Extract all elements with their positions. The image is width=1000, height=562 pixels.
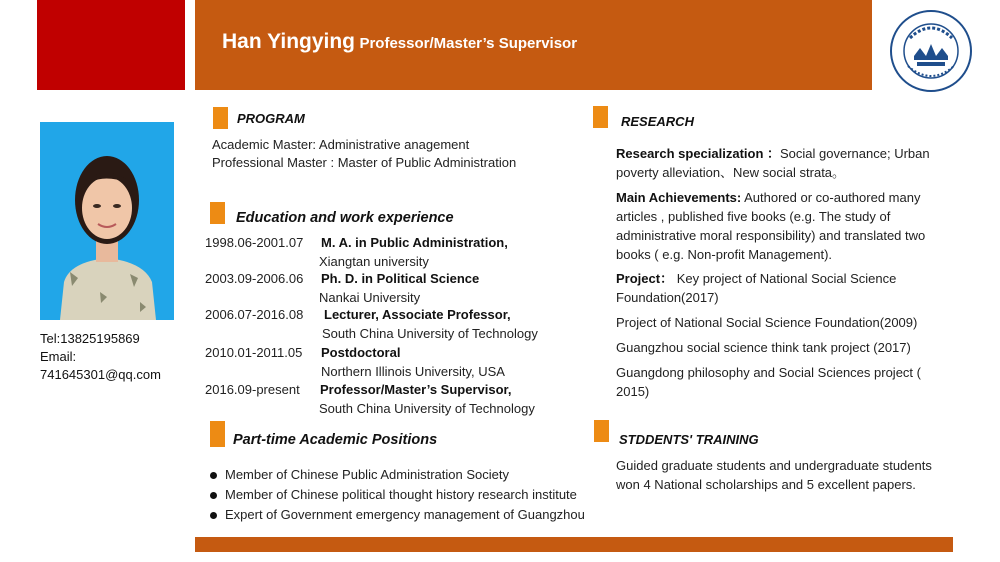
education-role: Professor/Master’s Supervisor, (320, 382, 512, 397)
list-item (210, 467, 509, 482)
parttime-item: Expert of Government emergency management of Guangzhou (225, 507, 585, 522)
education-role: Postdoctoral (321, 345, 401, 360)
program-heading: PROGRAM (237, 111, 305, 126)
specialization-text: Social governance; Urban poverty alleviation、New social strata。 (616, 146, 930, 180)
education-role: M. A. in Public Administration, (321, 235, 508, 250)
person-name: Han Yingying (222, 30, 356, 53)
education-place: South China University of Technology (322, 326, 538, 341)
project-text: Key project of National Social Science Foundation(2017) (616, 271, 897, 305)
contact-info (40, 330, 161, 384)
section-marker (210, 202, 225, 224)
profile-photo (40, 122, 174, 320)
education-period: 1998.06-2001.07 (205, 235, 304, 250)
section-marker (593, 106, 608, 128)
parttime-heading: Part-time Academic Positions (233, 432, 438, 448)
bullet-icon (210, 472, 217, 479)
education-place: Nankai University (319, 290, 421, 305)
bullet-icon (210, 512, 217, 519)
parttime-item: Member of Chinese political thought history research institute (225, 487, 577, 502)
person-title: Professor/Master’s Supervisor (359, 35, 578, 52)
program-line: Academic Master: Administrative anagement (212, 137, 470, 152)
education-heading: Education and work experience (236, 210, 454, 226)
research-project-item: Guangdong philosophy and Social Sciences project ( 2015) (616, 365, 921, 399)
section-marker (213, 107, 228, 129)
education-period: 2010.01-2011.05 (205, 345, 303, 360)
research-achievements (616, 188, 951, 264)
achievements-label: Main Achievements: (616, 190, 742, 205)
list-item (210, 487, 577, 502)
section-marker (210, 421, 225, 447)
research-project-item: Project of National Social Science Foundation(2009) (616, 315, 918, 330)
education-place: Xiangtan university (319, 254, 429, 269)
university-logo (890, 10, 972, 92)
contact-email: 741645301@qq.com (40, 367, 161, 382)
bullet-icon (210, 492, 217, 499)
research-heading: RESEARCH (621, 114, 694, 129)
training-heading: STDDENTS' TRAINING (619, 432, 759, 447)
education-role: Lecturer, Associate Professor, (324, 307, 511, 322)
parttime-item: Member of Chinese Public Administration Society (225, 467, 509, 482)
research-project (616, 269, 951, 307)
education-place: South China University of Technology (319, 401, 535, 416)
specialization-label: Research specialization ： (616, 146, 781, 161)
red-accent-block (37, 0, 185, 90)
contact-tel: Tel:13825195869 (40, 331, 140, 346)
header-title-line (222, 30, 577, 54)
education-period: 2006.07-2016.08 (205, 307, 304, 322)
section-marker (594, 420, 609, 442)
contact-email-label: Email: (40, 349, 77, 364)
achievements-text: Authored or co-authored many articles , published five books (e.g. The study of administrative moral responsibility) and translated two books ( e.g. Non-profit Management). (616, 190, 926, 262)
footer-bar (195, 537, 953, 552)
education-place: Northern Illinois University, USA (321, 364, 505, 379)
education-period: 2016.09-present (205, 382, 300, 397)
project-label: Project： (616, 271, 674, 286)
education-period: 2003.09-2006.06 (205, 271, 304, 286)
training-text: Guided graduate students and undergraduate students won 4 National scholarships and 5 excellent papers. (616, 458, 932, 492)
research-project-item: Guangzhou social science think tank project (2017) (616, 340, 911, 355)
education-role: Ph. D. in Political Science (321, 271, 480, 286)
list-item (210, 507, 585, 522)
program-line: Professional Master : Master of Public Administration (212, 155, 517, 170)
research-specialization (616, 144, 951, 182)
